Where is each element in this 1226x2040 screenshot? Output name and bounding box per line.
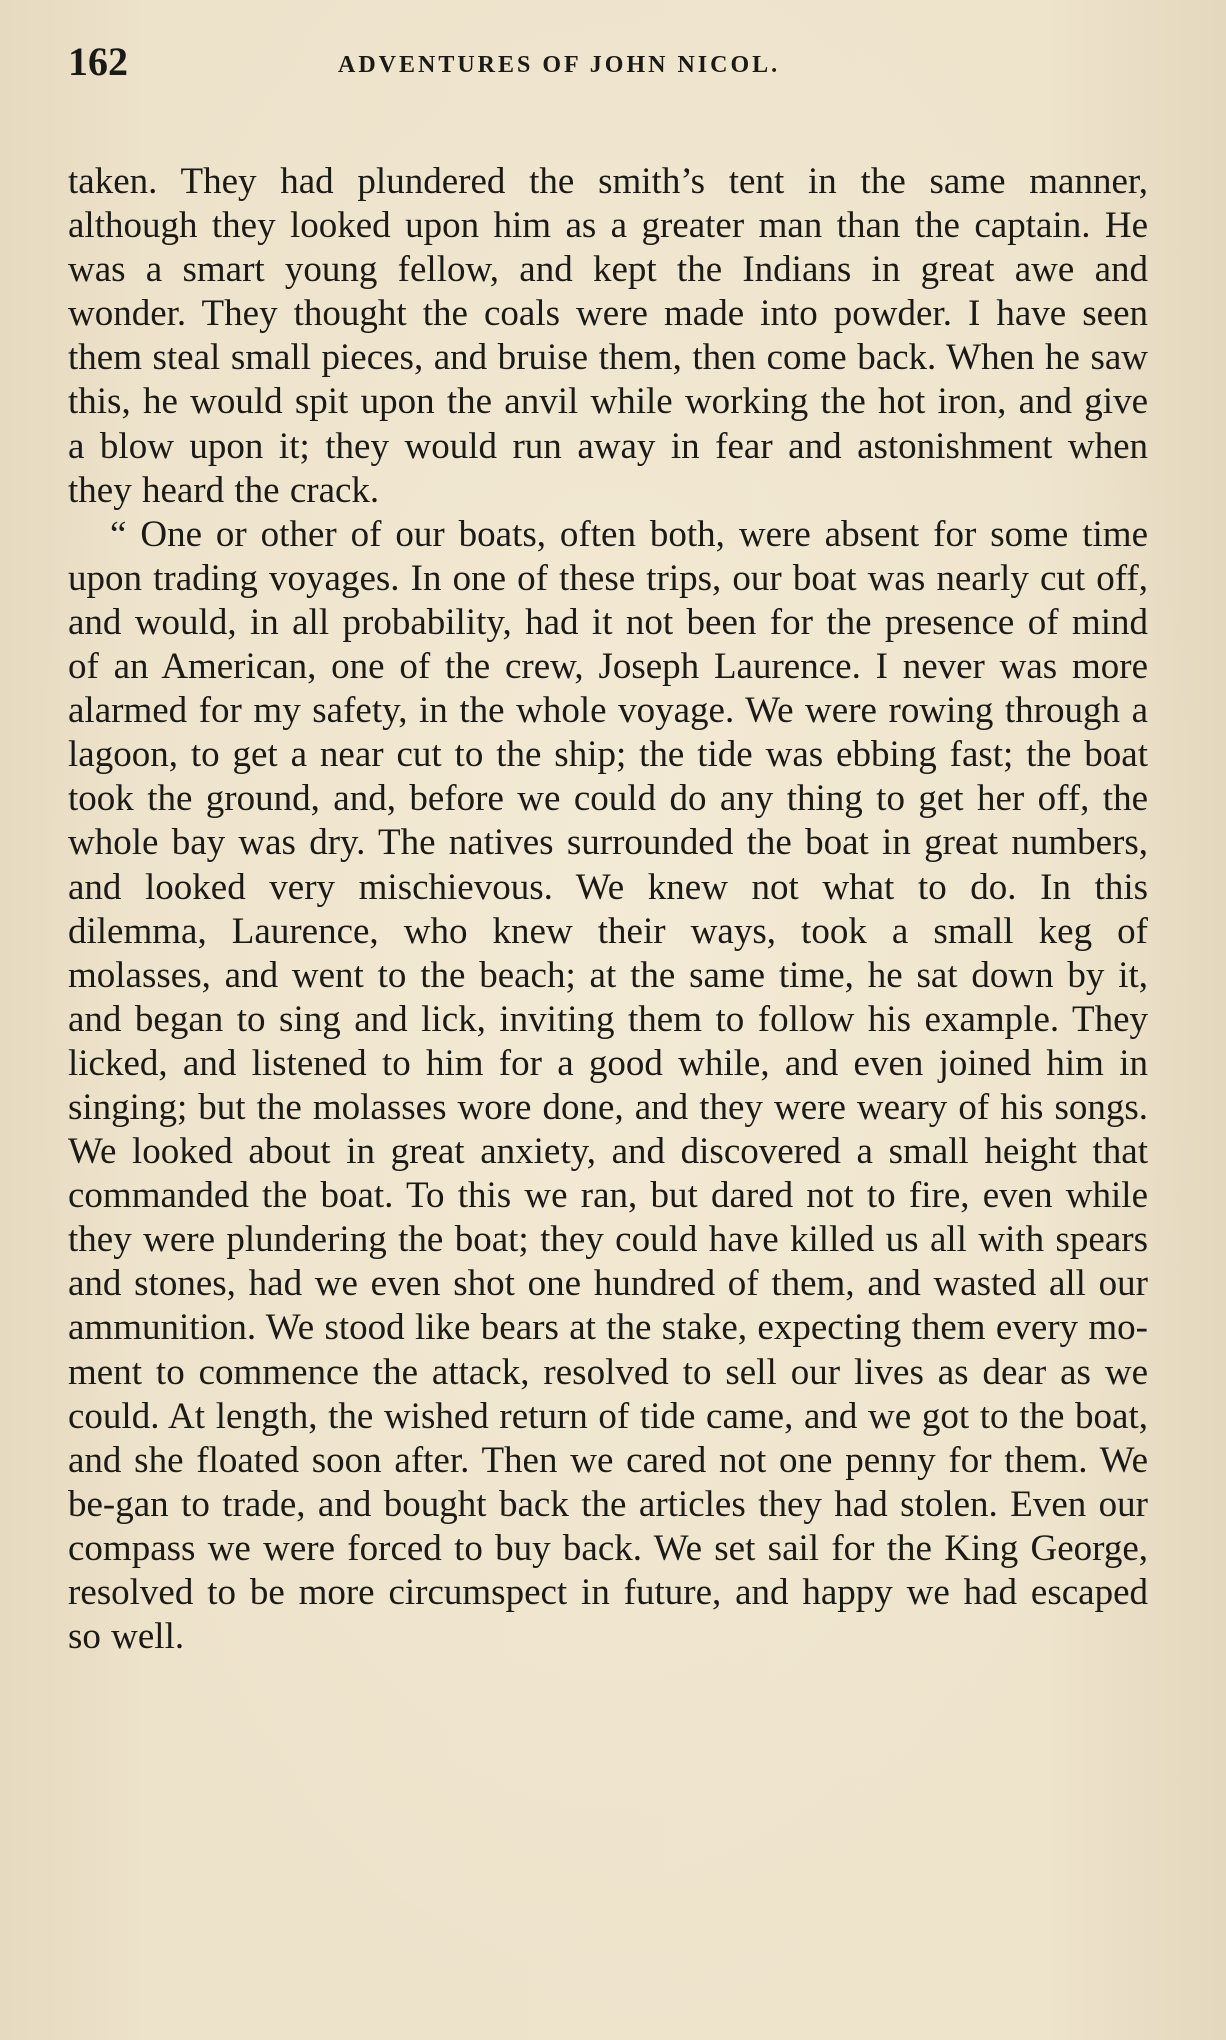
running-header-title: ADVENTURES OF JOHN NICOL. (338, 52, 781, 78)
paragraph: “ One or other of our boats, often both, were absent for some time upon trading voyages. In one of these trips, our boat was nearly cut off, and would, in all probability, had it not been for the presence of mind of an American, one of the crew, Joseph Laurence. I never was more alarmed for my safety, in the whole voyage. We were rowing through a lagoon, to get a near cut to the ship; the tide was ebbing fast; the boat took the ground, and, before we could do any thing to get her off, the whole bay was dry. The natives surrounded the boat in great numbers, and looked very mischievous. We knew not what to do. In this dilemma, Laurence, who knew their ways, took a small keg of molasses, and went to the beach; at the same time, he sat down by it, and began to sing and lick, inviting them to follow his example. They licked, and listened to him for a good while, and even joined him in singing; but the molasses wore done, and they were weary of his songs. We looked about in great anxiety, and discovered a small height that commanded the boat. To this we ran, but dared not to fire, even while they were plundering the boat; they could have killed us all with spears and stones, had we even shot one hundred of them, and wasted all our ammunition. We stood like bears at the stake, expecting them every mo-ment to commence the attack, resolved to sell our lives as dear as we could. At length, the wished return of tide came, and we got to the boat, and she floated soon after. Then we cared not one penny for them. We be-gan to trade, and bought back the articles they had stolen. Even our compass we were forced to buy back. We set sail for the King George, resolved to be more circumspect in future, and happy we had escaped so well. (68, 513, 1148, 1658)
paragraph: taken. They had plundered the smith’s tent in the same manner, although they looked upon him as a greater man than the captain. He was a smart young fellow, and kept the Indians in great awe and wonder. They thought the coals were made into powder. I have seen them steal small pieces, and bruise them, then come back. When he saw this, he would spit upon the anvil while working the hot iron, and give a blow upon it; they would run away in fear and astonishment when they heard the crack. (68, 161, 1148, 511)
page-number: 162 (68, 39, 128, 84)
running-head (68, 38, 1148, 98)
body-text (68, 160, 1148, 1659)
